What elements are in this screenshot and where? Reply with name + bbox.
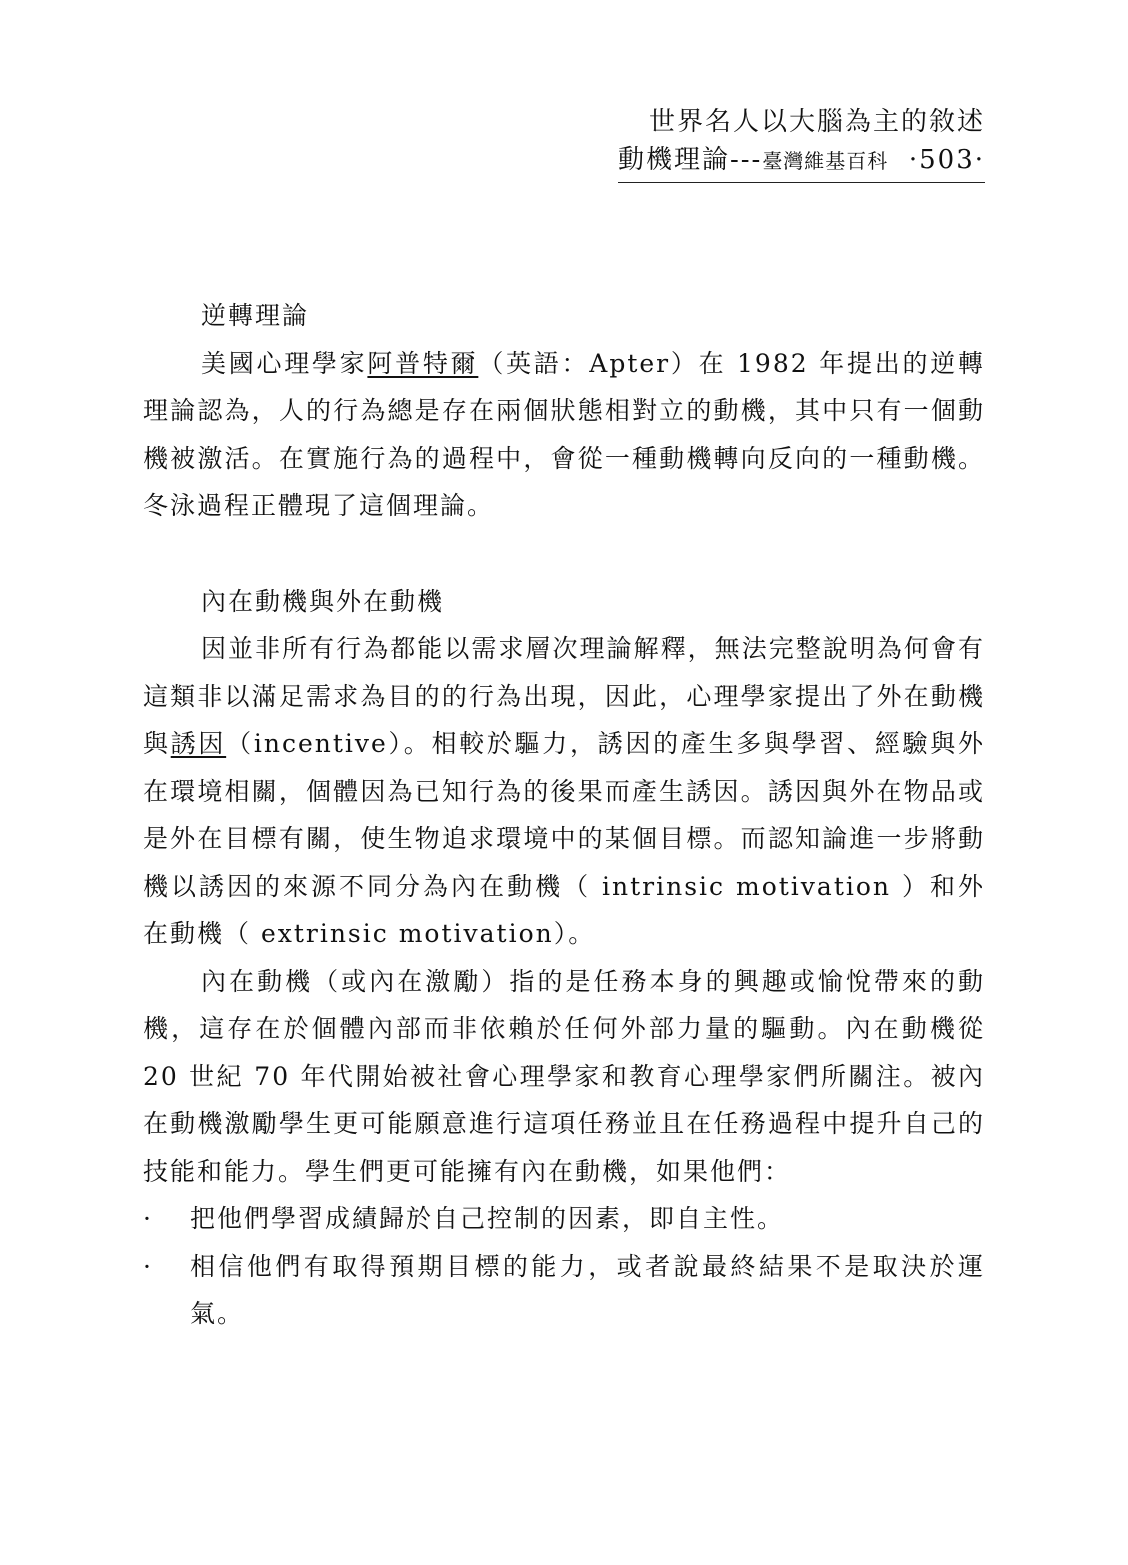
bullet-symbol: · xyxy=(143,1204,153,1233)
header-subtitle-main: 動機理論--- xyxy=(617,145,763,175)
list-item xyxy=(143,1195,985,1243)
paragraph-incentive xyxy=(143,625,985,958)
paragraph-text: 因並非所有行為都能以需求層次理論解釋，無法完整說明為何會有這類非以滿足需求為目的的行為出現，因此，心理學家提出了外在動機與 xyxy=(143,634,985,758)
link-incentive[interactable]: 誘因 xyxy=(170,729,227,758)
header-subtitle xyxy=(618,141,985,183)
header-subtitle-source: 臺灣維基百科 xyxy=(762,149,889,173)
section-heading-intrinsic-extrinsic: 內在動機與外在動機 xyxy=(201,586,445,616)
list-item-text: 把他們學習成績歸於自己控制的因素，即自主性。 xyxy=(190,1204,785,1233)
list-item xyxy=(143,1243,985,1338)
link-apter[interactable]: 阿普特爾 xyxy=(367,348,479,378)
document-body xyxy=(143,292,985,1338)
paragraph-reversal-theory xyxy=(143,340,985,530)
paragraph-text: （英語：Apter）在 1982 年提出的逆轉理論認為，人的行為總是存在兩個狀態相對立的動機，其中只有一個動機被激活。在實施行為的過程中，會從一種動機轉向反向的一種動機。冬泳過程正體現了這個理論。 xyxy=(143,348,985,520)
paragraph-intrinsic-motivation: 內在動機（或內在激勵）指的是任務本身的興趣或愉悅帶來的動機，這存在於個體內部而非依賴於任何外部力量的驅動。內在動機從 20 世紀 70 年代開始被社會心理學家和教育心理學家們所關注。被內在動機激勵學生更可能願意進行這項任務並且在任務過程中提升自己的技能和能力。學生們更可能擁有內在動機，如果他們： xyxy=(143,966,985,1186)
page-header xyxy=(618,103,985,183)
bullet-symbol: · xyxy=(143,1251,153,1281)
paragraph-text: （incentive）。相較於驅力，誘因的產生多與學習、經驗與外在環境相關，個體因為已知行為的後果而產生誘因。誘因與外在物品或是外在目標有關，使生物追求環境中的某個目標。而認知論進一步將動機以誘因的來源不同分為內在動機（ intrinsic motivation ）和外在動機（ extrinsic motivation）。 xyxy=(143,729,985,948)
list-item-text: 相信他們有取得預期目標的能力，或者說最終結果不是取決於運氣。 xyxy=(190,1251,985,1328)
page-number: ·503· xyxy=(908,145,985,175)
paragraph-text: 美國心理學家 xyxy=(201,348,368,378)
section-heading-reversal-theory: 逆轉理論 xyxy=(201,301,310,330)
header-title: 世界名人以大腦為主的敘述 xyxy=(648,107,985,137)
section-spacer xyxy=(143,530,985,578)
